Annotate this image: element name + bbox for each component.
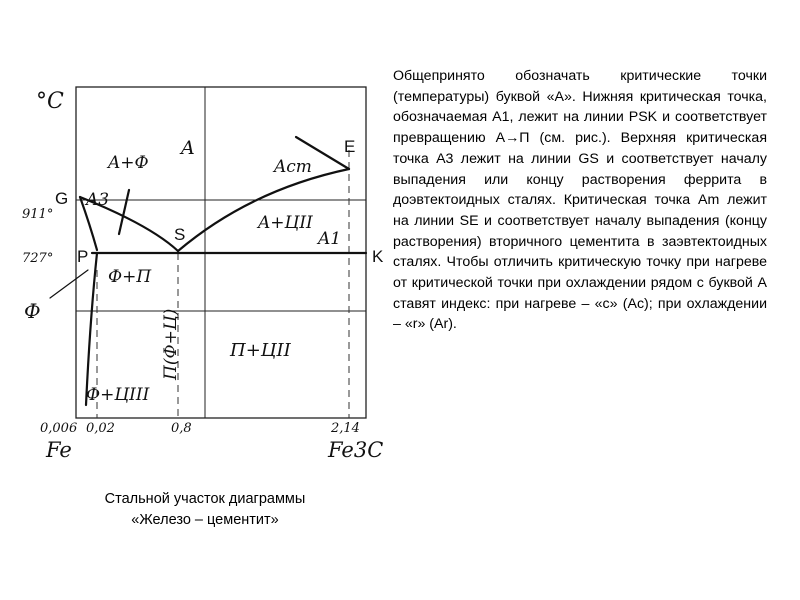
region-label-ferrite-pearlite: Ф+П bbox=[108, 267, 152, 287]
region-label-ferrite: Ф bbox=[24, 299, 41, 323]
region-label-ferrite-cementite3: Ф+ЦIII bbox=[86, 385, 150, 405]
point-label-p: P bbox=[77, 247, 89, 266]
composition-tick-0006: 0,006 bbox=[40, 421, 78, 436]
line-pq bbox=[86, 253, 97, 405]
region-label-a1: A1 bbox=[318, 229, 342, 249]
region-label-austenite-ferrite: A+Ф bbox=[108, 153, 149, 173]
composition-tick-002: 0,02 bbox=[86, 421, 115, 436]
region-label-austenite: A bbox=[181, 137, 195, 159]
temp-tick-911: 911° bbox=[22, 207, 54, 222]
axis-label-fe3c: Fe3C bbox=[328, 438, 384, 462]
diagram-caption bbox=[60, 489, 350, 531]
axis-label-fe: Fe bbox=[46, 438, 72, 462]
description-text: Общепринято обозначать критические точки (температуры) буквой «А». Нижняя критическая точка, обозначаемая А1, лежит на линии PSK и соответствует превращению А→П (см. рис.). Верхняя критическая точка А3 лежит на линии GS и соответствует началу выпадения или концу растворения феррита в доэвтектоидных сталях. Критическая точка Аm лежит на линии SE и соответствует началу выпадения (концу растворения) вторичного цементита в заэвтектоидных сталях. Чтобы отличить критическую точку при нагреве от критической точки при охлаждении рядом с буквой А ставят индекс: при нагреве – «с» (Ас); при охлаждении – «r» (Ar). bbox=[393, 68, 767, 333]
region-label-pearlite-vertical: П(Ф+Ц) bbox=[161, 308, 181, 380]
point-label-g: G bbox=[55, 189, 69, 208]
point-label-e: E bbox=[344, 137, 356, 156]
point-label-k: K bbox=[372, 247, 384, 266]
iron-cementite-diagram bbox=[0, 0, 384, 470]
composition-tick-08: 0,8 bbox=[171, 421, 192, 436]
caption-line-1: Стальной участок диаграммы bbox=[104, 491, 306, 507]
composition-tick-214: 2,14 bbox=[331, 421, 360, 436]
line-a3-leader bbox=[119, 190, 129, 234]
line-f-leader bbox=[50, 270, 88, 298]
temp-tick-727: 727° bbox=[22, 251, 54, 266]
region-label-a3: A3 bbox=[86, 190, 110, 210]
point-label-s: S bbox=[174, 225, 186, 244]
region-label-austenite-cementite2: A+ЦII bbox=[258, 213, 313, 233]
caption-line-2: «Железо – цементит» bbox=[131, 512, 279, 528]
temperature-unit-label: °C bbox=[36, 89, 64, 114]
region-label-acm: Acm bbox=[274, 157, 312, 177]
region-label-pearlite-cementite2: П+ЦII bbox=[230, 340, 291, 361]
